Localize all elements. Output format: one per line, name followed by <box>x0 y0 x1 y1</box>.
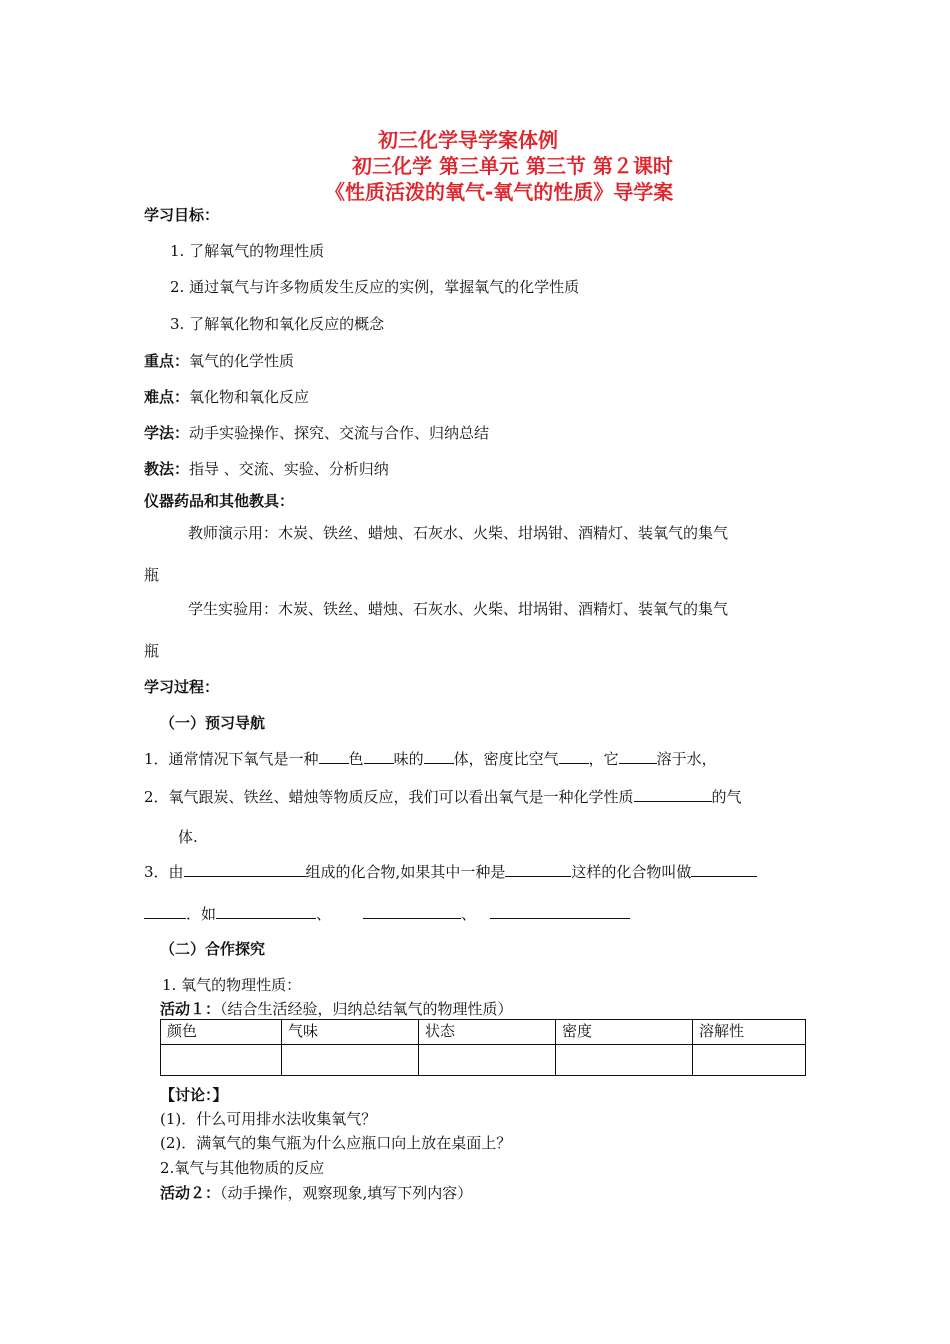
answer-blank[interactable] <box>363 903 461 919</box>
activity-1-text: （结合生活经验，归纳总结氧气的物理性质） <box>220 1000 513 1018</box>
objective-item: 3. 了解氧化物和氧化反应的概念 <box>170 315 385 333</box>
objectives-heading: 学习目标： <box>144 206 220 224</box>
student-equipment: 学生实验用：木炭、铁丝、蜡烛、石灰水、火柴、坩埚钳、酒精灯、装氧气的集气 <box>188 600 729 618</box>
answer-blank[interactable] <box>490 903 630 919</box>
activity-1 <box>160 998 513 1019</box>
key-point-text: 氧气的化学性质 <box>189 352 295 370</box>
teacher-equipment-cont: 瓶 <box>144 566 160 584</box>
table-header-row <box>161 1020 806 1045</box>
student-equipment-cont: 瓶 <box>144 642 160 660</box>
table-header: 溶解性 <box>693 1020 806 1045</box>
difficulty <box>144 386 309 407</box>
question-2-cont: 体. <box>178 828 198 846</box>
table-header: 状态 <box>419 1020 556 1045</box>
question-3-cont: ．如 、 、 <box>144 903 630 924</box>
table-header: 气味 <box>282 1020 419 1045</box>
objective-item: 2. 通过氧气与许多物质发生反应的实例，掌握氧气的化学性质 <box>170 278 580 296</box>
teach-method-text: 指导 、交流、实验、分析归纳 <box>189 460 389 478</box>
answer-blank[interactable] <box>559 748 589 764</box>
reactions-item: 2.氧气与其他物质的反应 <box>160 1159 325 1177</box>
teach-method-label: 教法： <box>144 460 190 478</box>
question-3: 3．由 组成的化合物,如果其中一种是 这样的化合物叫做 <box>144 861 757 882</box>
discussion-question: (1)．什么可用排水法收集氧气？ <box>160 1110 377 1128</box>
table-header: 颜色 <box>161 1020 282 1045</box>
table-row <box>161 1045 806 1076</box>
study-method-label: 学法： <box>144 424 190 442</box>
difficulty-text: 氧化物和氧化反应 <box>189 388 310 406</box>
table-cell[interactable] <box>419 1045 556 1076</box>
study-method <box>144 422 489 443</box>
equipment-heading: 仪器药品和其他教具： <box>144 492 295 510</box>
doc-subtitle: 初三化学 第三单元 第三节 第２课时 <box>352 154 673 178</box>
physical-properties-table <box>160 1019 806 1076</box>
answer-blank[interactable] <box>691 861 757 877</box>
table-cell[interactable] <box>282 1045 419 1076</box>
table-cell[interactable] <box>556 1045 693 1076</box>
discussion-question: (2)．满氧气的集气瓶为什么应瓶口向上放在桌面上？ <box>160 1134 512 1152</box>
physical-properties-item: 1. 氧气的物理性质： <box>162 976 302 994</box>
process-heading: 学习过程： <box>144 678 220 696</box>
teacher-equipment: 教师演示用：木炭、铁丝、蜡烛、石灰水、火柴、坩埚钳、酒精灯、装氧气的集气 <box>188 524 729 542</box>
activity-2-text: （动手操作，观察现象,填写下列内容） <box>220 1184 473 1202</box>
teach-method <box>144 458 389 479</box>
study-method-text: 动手实验操作、探究、交流与合作、归纳总结 <box>189 424 490 442</box>
answer-blank[interactable] <box>319 748 349 764</box>
activity-2 <box>160 1182 472 1203</box>
activity-2-label: 活动２： <box>160 1184 221 1202</box>
answer-blank[interactable] <box>505 861 571 877</box>
activity-1-label: 活动１： <box>160 1000 221 1018</box>
question-2: 2．氧气跟炭、铁丝、蜡烛等物质反应，我们可以看出氧气是一种化学性质 的气 <box>144 788 742 806</box>
table-header: 密度 <box>556 1020 693 1045</box>
objective-item: 1. 了解氧气的物理性质 <box>170 242 325 260</box>
doc-title: 初三化学导学案体例 <box>378 128 558 152</box>
answer-blank[interactable] <box>184 861 306 877</box>
difficulty-label: 难点： <box>144 388 190 406</box>
key-point-label: 重点： <box>144 352 190 370</box>
table-cell[interactable] <box>693 1045 806 1076</box>
preview-heading: （一）预习导航 <box>160 714 266 732</box>
answer-blank[interactable] <box>364 748 394 764</box>
lesson-title: 《性质活泼的氧气-氧气的性质》导学案 <box>325 180 674 204</box>
answer-blank[interactable] <box>634 786 712 802</box>
discussion-label: 【讨论：】 <box>160 1086 228 1104</box>
answer-blank[interactable] <box>216 903 316 919</box>
answer-blank[interactable] <box>619 748 657 764</box>
answer-blank[interactable] <box>424 748 454 764</box>
explore-heading: （二）合作探究 <box>160 940 266 958</box>
table-cell[interactable] <box>161 1045 282 1076</box>
question-1: 1．通常情况下氧气是一种 色 味的 体，密度比空气 ，它 溶于水， <box>144 750 717 768</box>
key-point <box>144 350 294 371</box>
answer-blank[interactable] <box>144 903 186 919</box>
